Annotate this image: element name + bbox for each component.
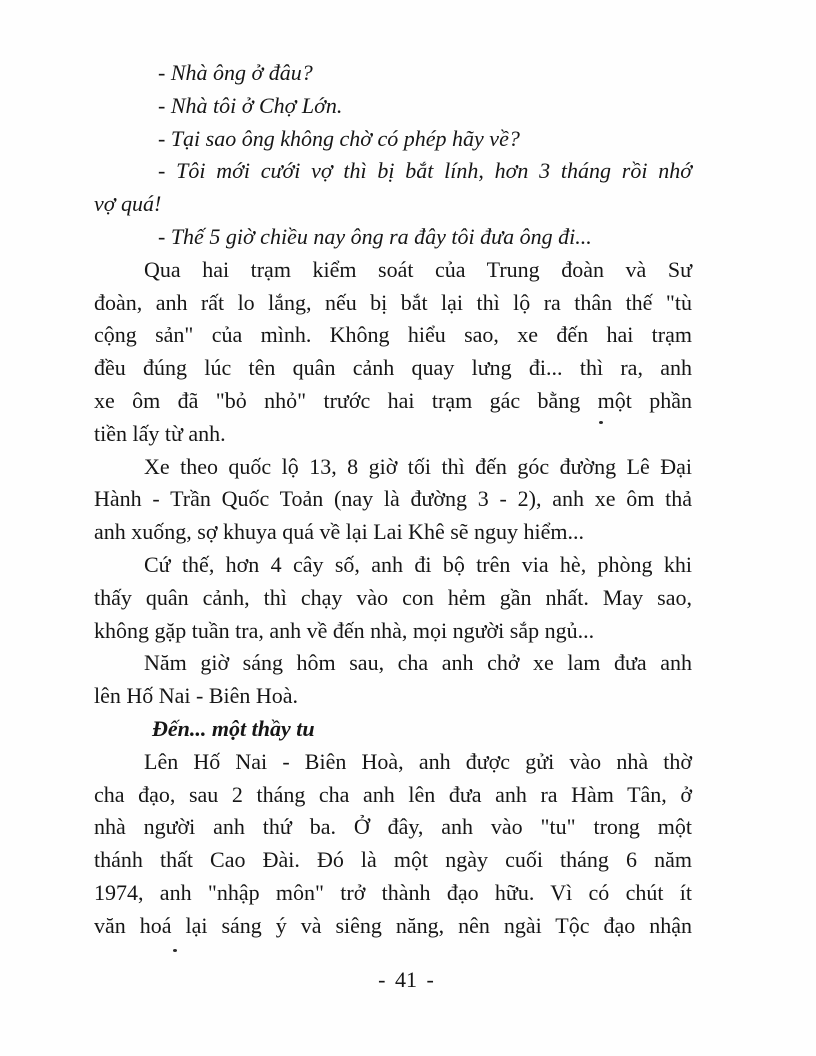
page-number: - 41 -: [378, 967, 434, 992]
ink-speck: [599, 421, 603, 424]
body-line: nhà người anh thứ ba. Ở đây, anh vào "tu" trong một: [94, 814, 692, 840]
dialogue-line: - Nhà ông ở đâu?: [158, 60, 313, 85]
body-line: anh xuống, sợ khuya quá về lại Lai Khê sẽ nguy hiểm...: [94, 519, 585, 545]
body-line: văn hoá lại sáng ý và siêng năng, nên ngài Tộc đạo nhận: [94, 912, 692, 938]
body-line: 1974, anh "nhập môn" trở thành đạo hữu. Vì có chút ít: [94, 879, 692, 905]
dialogue-line: - Tôi mới cưới vợ thì bị bắt lính, hơn 3 tháng rồi nhớ: [158, 158, 692, 184]
ink-speck: [173, 949, 177, 952]
body-line: đều đúng lúc tên quân cảnh quay lưng đi... thì ra, anh: [94, 355, 692, 381]
body-line: lên Hố Nai - Biên Hoà.: [94, 683, 299, 709]
body-line: không gặp tuần tra, anh về đến nhà, mọi người sắp ngủ...: [94, 617, 595, 643]
body-line: Hành - Trần Quốc Toản (nay là đường 3 - 2), anh xe ôm thả: [94, 486, 692, 512]
page-text: [94, 57, 692, 943]
dialogue-line: - Thế 5 giờ chiều nay ông ra đây tôi đưa ông đi...: [158, 223, 592, 249]
body-line: Cứ thế, hơn 4 cây số, anh đi bộ trên via hè, phòng khi: [144, 551, 692, 577]
dialogue-line: - Nhà tôi ở Chợ Lớn.: [158, 92, 343, 118]
body-line: Lên Hố Nai - Biên Hoà, anh được gửi vào nhà thờ: [144, 748, 692, 774]
body-line: cộng sản" của mình. Không hiểu sao, xe đến hai trạm: [94, 322, 692, 348]
body-line: cha đạo, sau 2 tháng cha anh lên đưa anh ra Hàm Tân, ở: [94, 781, 692, 807]
section-heading: Đến... một thầy tu: [152, 715, 315, 741]
dialogue-line: vợ quá!: [94, 191, 162, 217]
body-line: tiền lấy từ anh.: [94, 420, 226, 446]
body-line: thánh thất Cao Đài. Đó là một ngày cuối tháng 6 năm: [94, 847, 692, 873]
body-line: Xe theo quốc lộ 13, 8 giờ tối thì đến góc đường Lê Đại: [144, 453, 692, 479]
body-line: Qua hai trạm kiểm soát của Trung đoàn và Sư: [144, 256, 692, 282]
dialogue-line: - Tại sao ông không chờ có phép hãy về?: [158, 125, 520, 151]
body-line: xe ôm đã "bỏ nhỏ" trước hai trạm gác bằng một phần: [94, 387, 692, 413]
body-line: Năm giờ sáng hôm sau, cha anh chở xe lam đưa anh: [144, 650, 692, 676]
body-line: đoàn, anh rất lo lắng, nếu bị bắt lại thì lộ ra thân thế "tù: [94, 289, 692, 315]
body-line: thấy quân cảnh, thì chạy vào con hẻm gần nhất. May sao,: [94, 584, 692, 610]
